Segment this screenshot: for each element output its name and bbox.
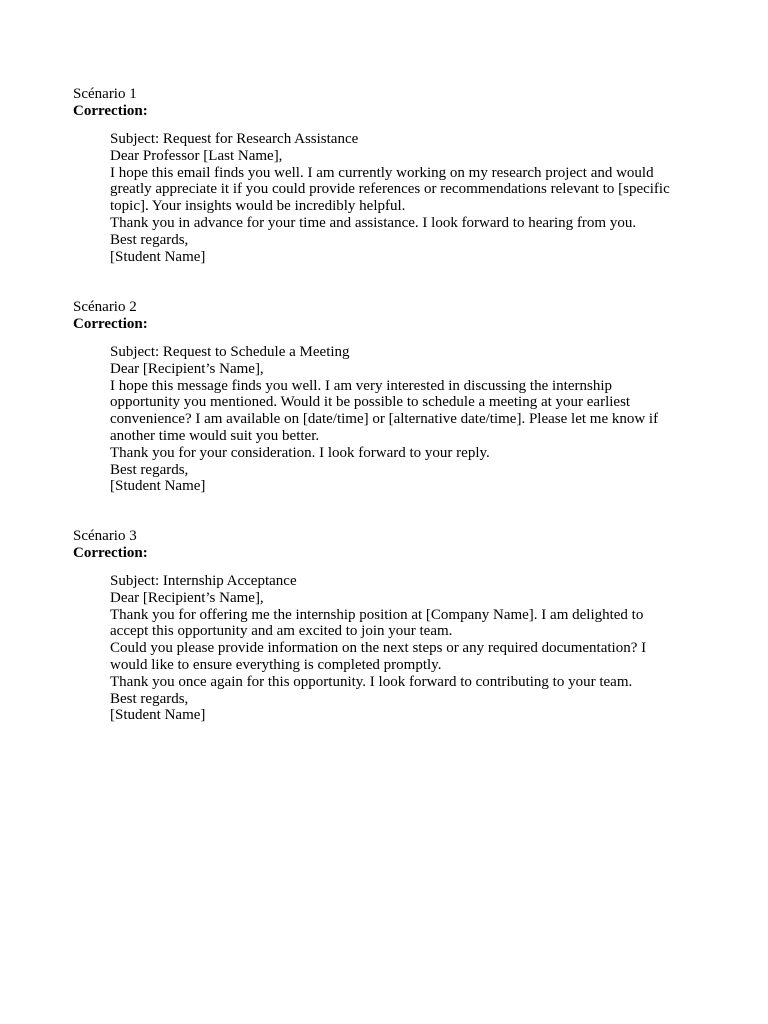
scenario-3 [73,528,693,724]
email-signature: [Student Name] [110,478,206,495]
email-paragraph: Thank you in advance for your time and assistance. I look forward to hearing from you. [110,214,637,231]
email-paragraph: Thank you for offering me the internship position at [Company Name]. I am delighted to accept this opportunity and am excited to join your team. [110,606,644,640]
email-greeting: Dear [Recipient’s Name], [110,589,264,606]
email-correction [110,573,670,724]
email-paragraph: I hope this email finds you well. I am currently working on my research project and would greatly appreciate it if you could provide references or recommendations relevant to [specific topic]. Your insights would be incredibly helpful. [110,164,670,215]
correction-label: Correction: [73,545,148,561]
email-subject: Subject: Request for Research Assistance [110,131,359,147]
email-correction [110,131,670,265]
email-paragraph: Could you please provide information on the next steps or any required documentation? I would like to ensure everything is completed promptly. [110,640,647,673]
email-signature: [Student Name] [110,707,206,724]
scenario-title: Scénario 1 [73,86,137,102]
scenario-title: Scénario 3 [73,528,137,544]
email-subject: Subject: Request to Schedule a Meeting [110,344,350,360]
email-greeting: Dear [Recipient’s Name], [110,360,264,377]
email-closing: Best regards, [110,231,189,248]
email-paragraph: I hope this message finds you well. I am very interested in discussing the internship opportunity you mentioned. Would it be possible to schedule a meeting at your earliest convenience? I am available on [date/time] or [alternative date/time]. Please let me know if another time would suit you better. [110,377,659,444]
email-closing: Best regards, [110,690,189,707]
email-paragraph: Thank you for your consideration. I look forward to your reply. [110,444,490,461]
email-subject: Subject: Internship Acceptance [110,573,297,589]
correction-label: Correction: [73,103,148,119]
scenario-1 [73,86,693,265]
email-signature: [Student Name] [110,248,206,265]
scenario-title: Scénario 2 [73,299,137,315]
scenario-2 [73,299,693,495]
correction-label: Correction: [73,316,148,332]
email-paragraph: Thank you once again for this opportunity. I look forward to contributing to your team. [110,673,633,690]
email-greeting: Dear Professor [Last Name], [110,147,283,164]
email-closing: Best regards, [110,461,189,478]
email-correction [110,344,670,495]
